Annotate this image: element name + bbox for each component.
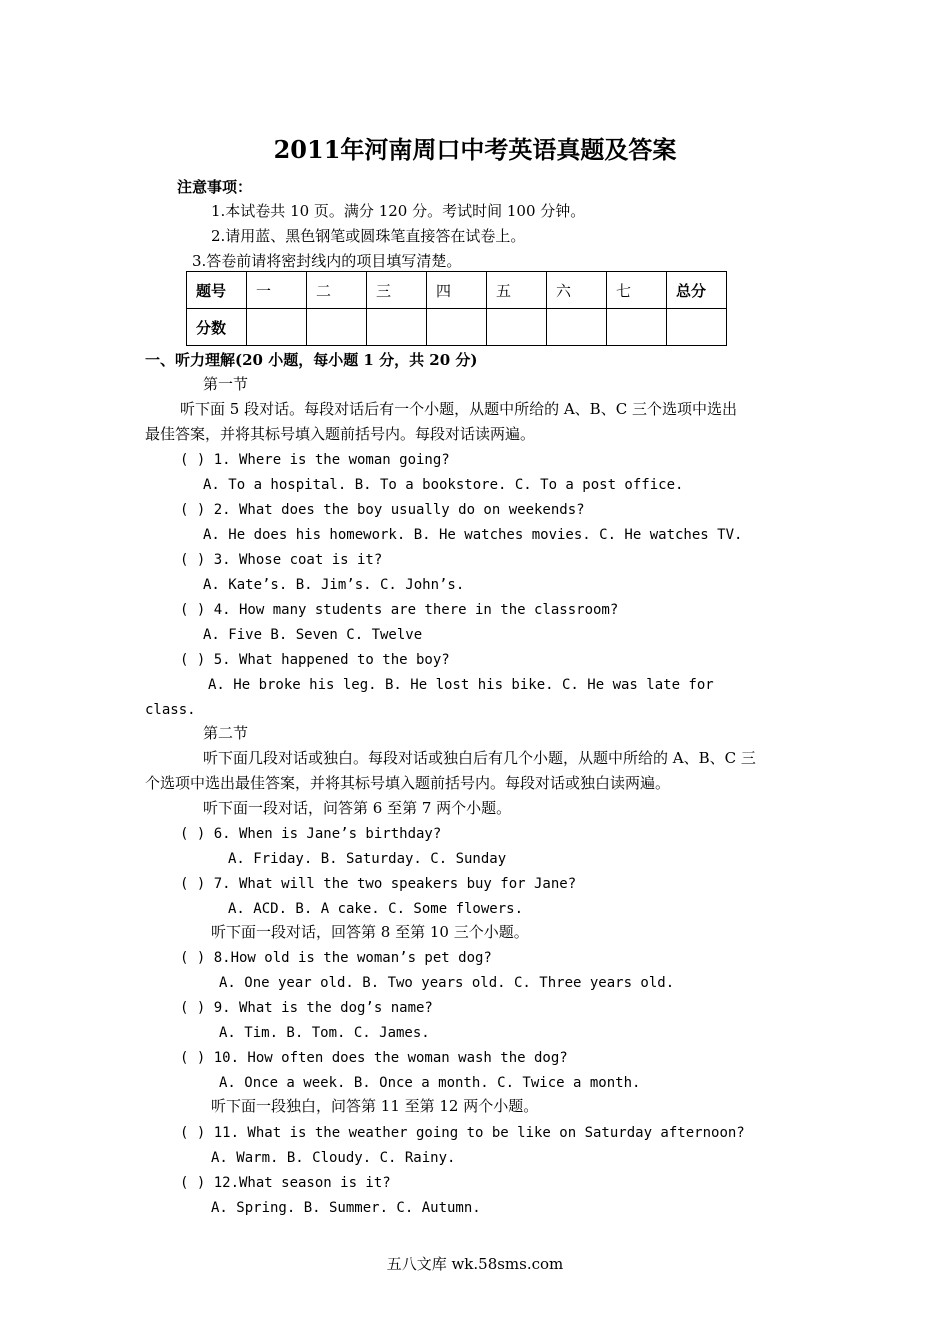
question-3-options: A. Kate’s. B. Jim’s. C. John’s. xyxy=(203,577,465,593)
question-4: ( ) 4. How many students are there in the classroom? xyxy=(180,602,619,618)
score-input-2 xyxy=(307,309,367,346)
question-7: ( ) 7. What will the two speakers buy for Jane? xyxy=(180,876,577,892)
question-10-options: A. Once a week. B. Once a month. C. Twice a month. xyxy=(219,1075,641,1091)
part1-label: 第一节 xyxy=(203,375,249,393)
question-4-options: A. Five B. Seven C. Twelve xyxy=(203,627,423,643)
part2-instruction-2: 个选项中选出最佳答案，并将其标号填入题前括号内。每段对话或独白读两遍。 xyxy=(145,774,671,792)
score-cell-4: 四 xyxy=(427,272,487,309)
part1-instruction-2: 最佳答案，并将其标号填入题前括号内。每段对话读两遍。 xyxy=(145,425,536,443)
score-input-6 xyxy=(547,309,607,346)
question-9-options: A. Tim. B. Tom. C. James. xyxy=(219,1025,430,1041)
question-11: ( ) 11. What is the weather going to be like on Saturday afternoon? xyxy=(180,1125,745,1141)
score-cell-3: 三 xyxy=(367,272,427,309)
question-5-options: A. He broke his leg. B. He lost his bike. C. He was late for xyxy=(208,677,714,693)
question-6: ( ) 6. When is Jane’s birthday? xyxy=(180,826,442,842)
notice-item-1: 1.本试卷共 10 页。满分 120 分。考试时间 100 分钟。 xyxy=(211,202,586,220)
question-6-options: A. Friday. B. Saturday. C. Sunday xyxy=(228,851,507,867)
score-table-header-row xyxy=(187,272,727,309)
question-5-options-continued: class. xyxy=(145,702,196,718)
notice-item-2: 2.请用蓝、黑色钢笔或圆珠笔直接答在试卷上。 xyxy=(211,227,526,245)
notice-item-3: 3.答卷前请将密封线内的项目填写清楚。 xyxy=(192,252,462,270)
part2-label: 第二节 xyxy=(203,724,249,742)
question-1: ( ) 1. Where is the woman going? xyxy=(180,452,450,468)
score-cell-1: 一 xyxy=(247,272,307,309)
score-input-5 xyxy=(487,309,547,346)
footer-watermark: 五八文库 wk.58sms.com xyxy=(386,1255,564,1273)
question-12: ( ) 12.What season is it? xyxy=(180,1175,391,1191)
question-10: ( ) 10. How often does the woman wash the dog? xyxy=(180,1050,568,1066)
question-8: ( ) 8.How old is the woman’s pet dog? xyxy=(180,950,492,966)
question-1-options: A. To a hospital. B. To a bookstore. C. To a post office. xyxy=(203,477,684,493)
notice-heading: 注意事项： xyxy=(177,178,253,196)
question-3: ( ) 3. Whose coat is it? xyxy=(180,552,383,568)
score-table-score-row xyxy=(187,309,727,346)
question-2-options: A. He does his homework. B. He watches movies. C. He watches TV. xyxy=(203,527,743,543)
part2-sub-instruction-2: 听下面一段对话，回答第 8 至第 10 三个小题。 xyxy=(211,923,529,941)
question-7-options: A. ACD. B. A cake. C. Some flowers. xyxy=(228,901,524,917)
score-input-total xyxy=(667,309,727,346)
score-cell-5: 五 xyxy=(487,272,547,309)
question-12-options: A. Spring. B. Summer. C. Autumn. xyxy=(211,1200,481,1216)
question-9: ( ) 9. What is the dog’s name? xyxy=(180,1000,433,1016)
score-row-label: 分数 xyxy=(187,309,247,346)
score-cell-7: 七 xyxy=(607,272,667,309)
question-2: ( ) 2. What does the boy usually do on weekends? xyxy=(180,502,585,518)
score-input-7 xyxy=(607,309,667,346)
score-table xyxy=(186,271,727,346)
question-8-options: A. One year old. B. Two years old. C. Three years old. xyxy=(219,975,675,991)
question-11-options: A. Warm. B. Cloudy. C. Rainy. xyxy=(211,1150,456,1166)
score-cell-total: 总分 xyxy=(667,272,727,309)
page-title: 2011年河南周口中考英语真题及答案 xyxy=(273,135,677,164)
score-cell-label: 题号 xyxy=(187,272,247,309)
section1-heading: 一、听力理解(20 小题，每小题 1 分，共 20 分) xyxy=(145,351,478,369)
score-input-3 xyxy=(367,309,427,346)
score-cell-6: 六 xyxy=(547,272,607,309)
score-cell-2: 二 xyxy=(307,272,367,309)
score-input-4 xyxy=(427,309,487,346)
question-5: ( ) 5. What happened to the boy? xyxy=(180,652,450,668)
score-input-1 xyxy=(247,309,307,346)
part2-instruction-1: 听下面几段对话或独白。每段对话或独白后有几个小题，从题中所给的 A、B、C 三 xyxy=(203,749,756,767)
part2-sub-instruction-1: 听下面一段对话，问答第 6 至第 7 两个小题。 xyxy=(203,799,512,817)
part1-instruction-1: 听下面 5 段对话。每段对话后有一个小题，从题中所给的 A、B、C 三个选项中选出 xyxy=(180,400,737,418)
part2-sub-instruction-3: 听下面一段独白，问答第 11 至第 12 两个小题。 xyxy=(211,1097,539,1115)
